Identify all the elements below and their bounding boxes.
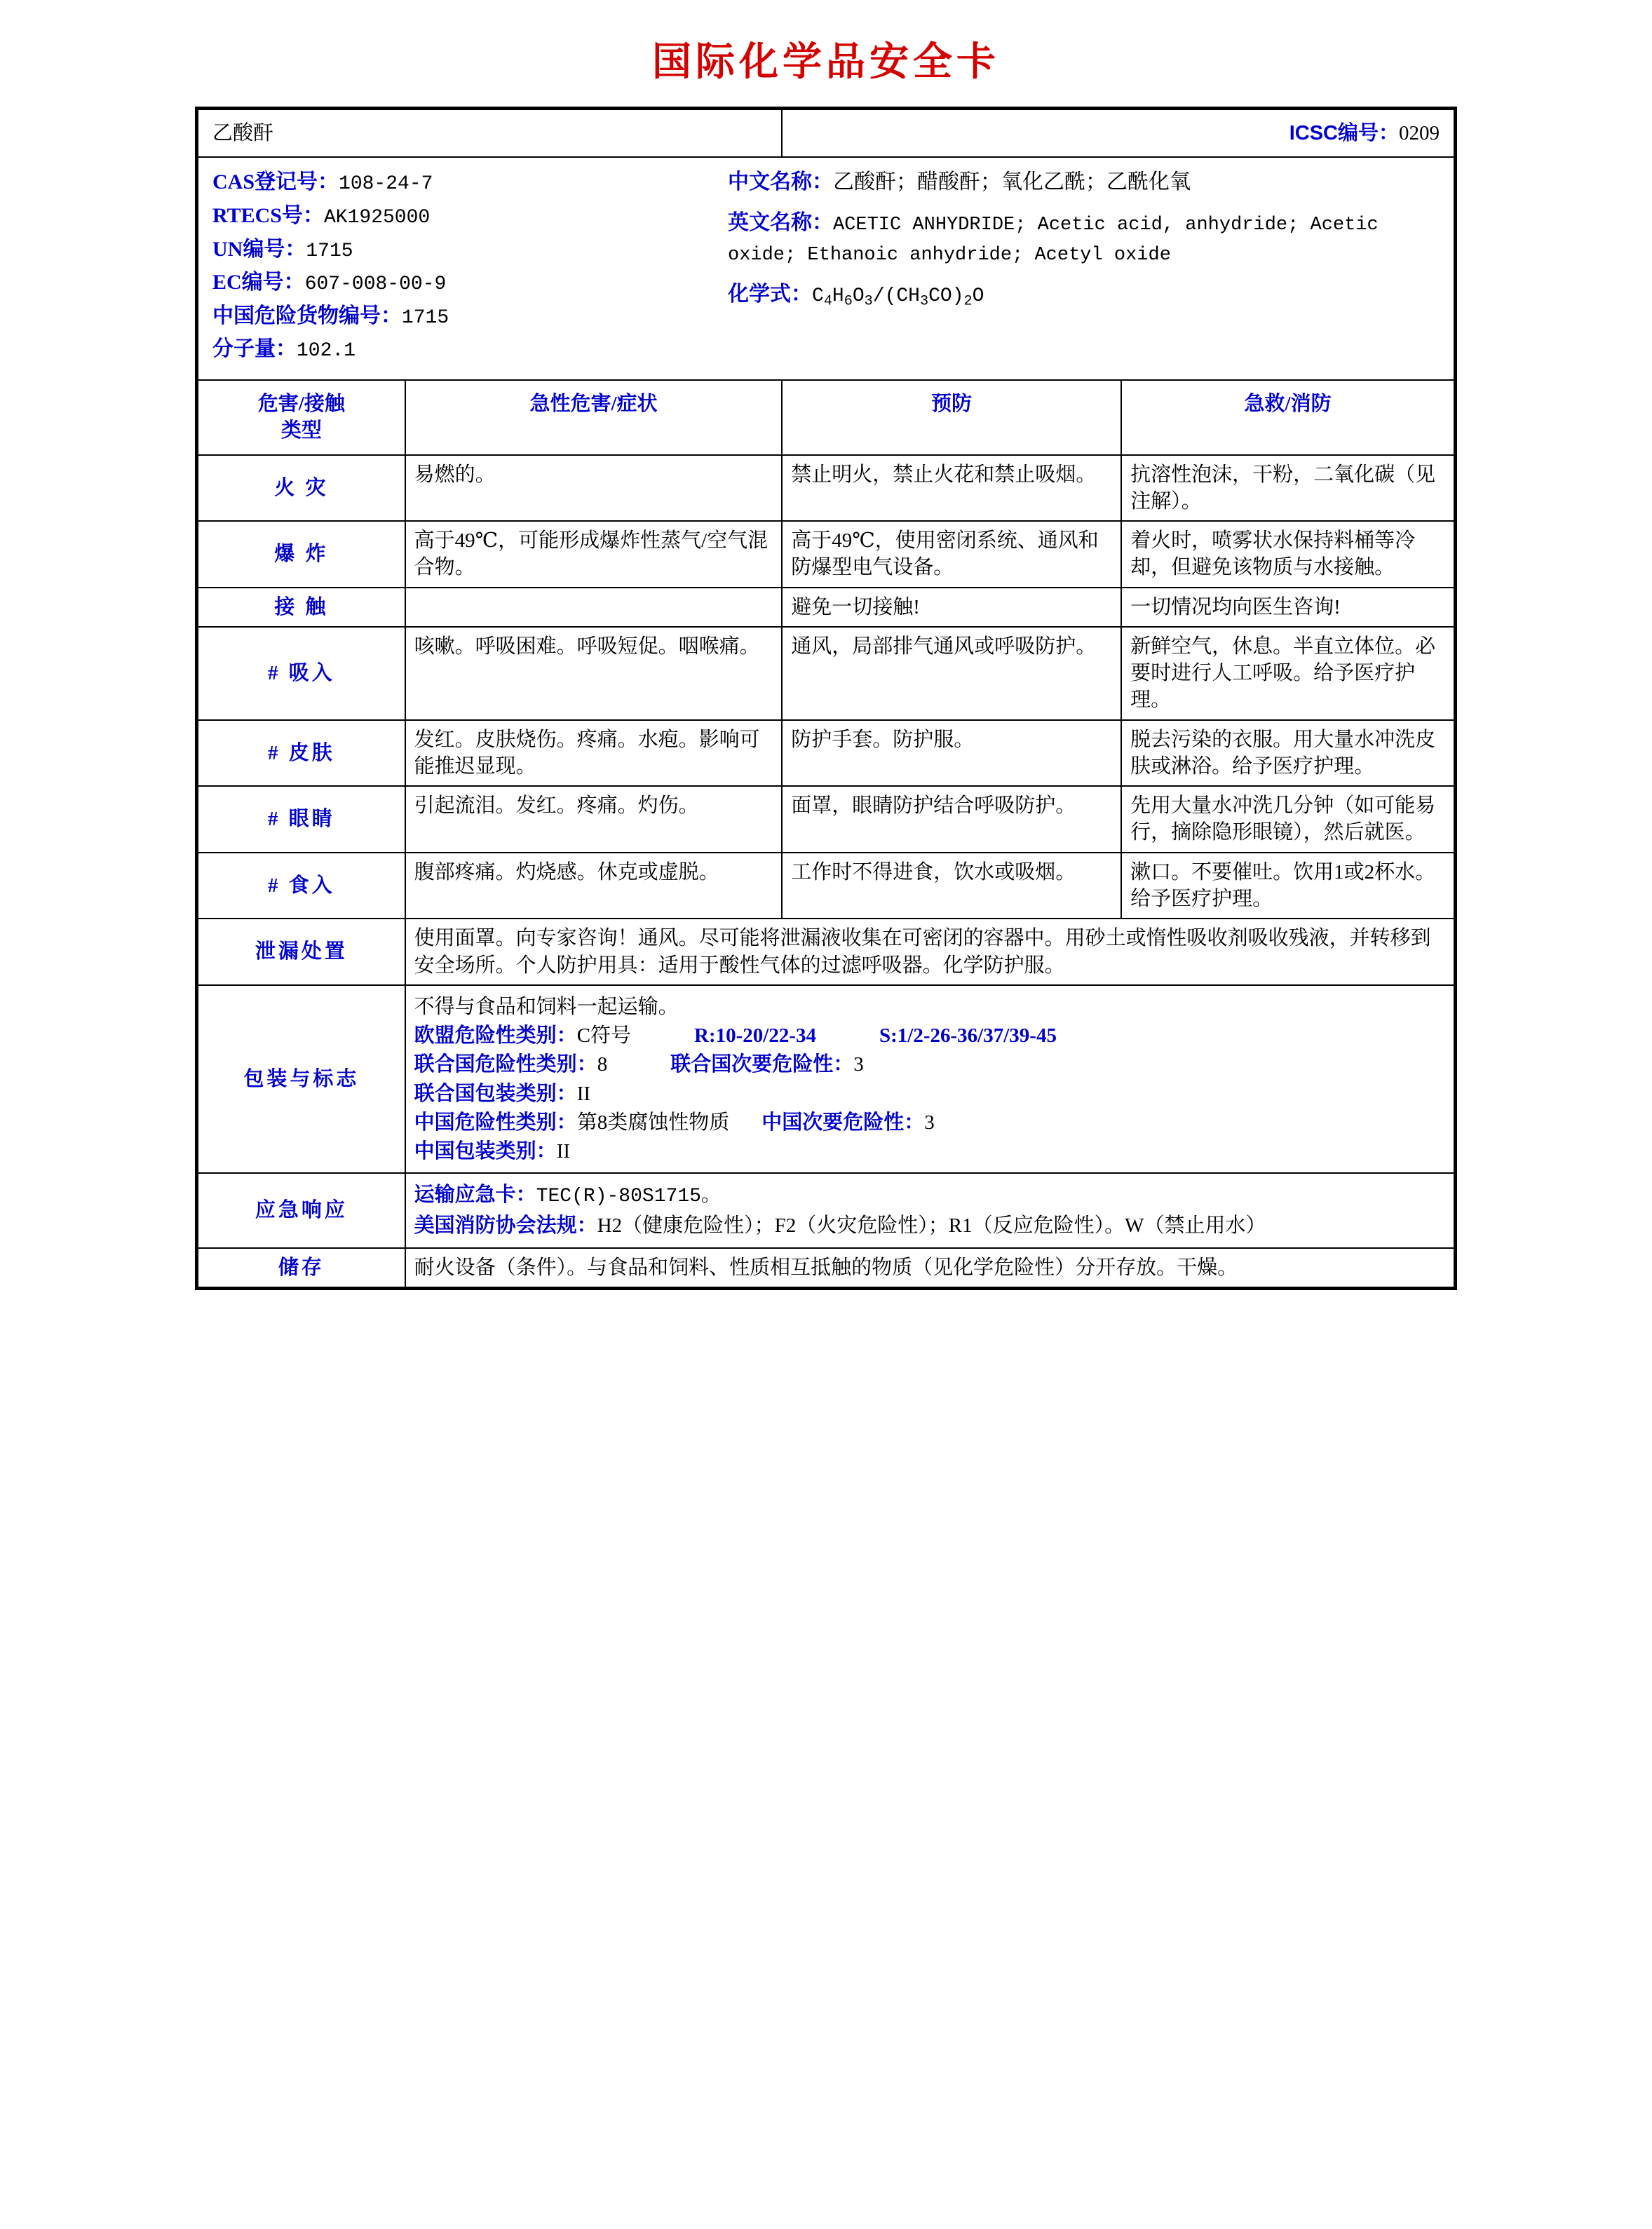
row-eyes-prevention: 面罩，眼睛防护结合呼吸防护。	[782, 786, 1121, 853]
row-exposure-prevention: 避免一切接触!	[782, 588, 1121, 627]
un-class-value: 8	[597, 1053, 608, 1076]
un-packgroup-label: 联合国包装类别：	[414, 1082, 577, 1105]
mw-line	[212, 334, 728, 365]
row-inhalation-firstaid: 新鲜空气，休息。半直立体位。必要时进行人工呼吸。给予医疗护理。	[1121, 627, 1454, 720]
nfpa-label: 美国消防协会法规：	[414, 1214, 597, 1238]
un-label: UN编号：	[212, 237, 306, 261]
packaging-block	[405, 985, 1454, 1174]
identity-left	[212, 165, 728, 368]
row-fire-firstaid: 抗溶性泡沫，干粉，二氧化碳（见注解）。	[1121, 455, 1454, 522]
un-line	[212, 235, 728, 266]
cn-subrisk-label: 中国次要危险性：	[761, 1111, 925, 1134]
row-label-explosion: 爆 炸	[198, 521, 405, 588]
table-row	[198, 786, 1454, 853]
row-eyes-firstaid: 先用大量水冲洗几分钟（如可能易行，摘除隐形眼镜），然后就医。	[1121, 786, 1454, 853]
cn-subrisk-value: 3	[924, 1111, 935, 1134]
packaging-row	[198, 985, 1454, 1174]
row-label-emergency: 应急响应	[198, 1173, 405, 1247]
en-name-label: 英文名称：	[728, 210, 833, 234]
row-label-inhalation: # 吸入	[198, 627, 405, 720]
formula-label: 化学式：	[728, 283, 812, 306]
cn-name-value: 乙酸酐；醋酸酐；氧化乙酰；乙酰化氧	[833, 170, 1191, 194]
col-header-prevention: 预防	[782, 380, 1121, 455]
packaging-note: 不得与食品和饲料一起运输。	[414, 995, 679, 1018]
row-skin-hazard: 发红。皮肤烧伤。疼痛。水疱。影响可能推迟显现。	[405, 720, 783, 787]
rtecs-line	[212, 201, 728, 232]
row-label-eyes: # 眼睛	[198, 786, 405, 853]
un-subrisk-value: 3	[853, 1053, 864, 1076]
spill-text: 使用面罩。向专家咨询！通风。尽可能将泄漏液收集在可密闭的容器中。用砂土或惰性吸收剂吸收残液，并转移到安全场所。个人防护用具：适用于酸性气体的过滤呼吸器。化学防护服。	[405, 919, 1454, 985]
identity-block	[198, 157, 1454, 380]
row-inhalation-hazard: 咳嗽。呼吸困难。呼吸短促。咽喉痛。	[405, 627, 783, 720]
row-explosion-firstaid: 着火时，喷雾状水保持料桶等冷却，但避免该物质与水接触。	[1121, 521, 1454, 588]
packaging-cn-pack-line	[414, 1138, 1445, 1165]
icsc-card	[195, 107, 1457, 1290]
row-label-skin: # 皮肤	[198, 720, 405, 787]
row-inhalation-prevention: 通风，局部排气通风或呼吸防护。	[782, 627, 1121, 720]
storage-text: 耐火设备（条件）。与食品和饲料、性质相互抵触的物质（见化学危险性）分开存放。干燥。	[405, 1248, 1454, 1287]
col-header-hazard: 急性危害/症状	[405, 380, 783, 455]
cn-packgroup-value: II	[556, 1140, 571, 1163]
col-header-type-line1: 危害/接触	[257, 393, 345, 416]
row-exposure-hazard	[405, 588, 783, 627]
col-header-type-line2: 类型	[280, 419, 322, 442]
card-header-row	[198, 109, 1454, 157]
table-row	[198, 627, 1454, 720]
packaging-eu-line	[414, 1022, 1445, 1049]
en-name-line	[728, 208, 1440, 269]
eu-s-phrases: S:1/2-26-36/37/39-45	[879, 1024, 1057, 1048]
emergency-row	[198, 1173, 1454, 1247]
row-fire-hazard: 易燃的。	[405, 455, 783, 522]
en-name-value: ACETIC ANHYDRIDE; Acetic acid, anhydride; Acetic oxide; Ethanoic anhydride; Acetyl oxide	[728, 214, 1379, 266]
tec-label: 运输应急卡：	[414, 1184, 536, 1207]
row-ingestion-firstaid: 漱口。不要催吐。饮用1或2杯水。给予医疗护理。	[1121, 853, 1454, 919]
row-skin-firstaid: 脱去污染的衣服。用大量水冲洗皮肤或淋浴。给予医疗护理。	[1121, 720, 1454, 787]
page-title: 国际化学品安全卡	[652, 39, 1000, 83]
table-row	[198, 588, 1454, 627]
cn-danger-label: 中国危险货物编号：	[212, 304, 402, 327]
col-header-type	[198, 380, 405, 455]
cas-line	[212, 168, 728, 198]
row-exposure-firstaid: 一切情况均向医生咨询!	[1121, 588, 1454, 627]
icsc-number: 0209	[1399, 122, 1440, 144]
column-header-row	[198, 380, 1454, 455]
un-subrisk-label: 联合国次要危险性：	[670, 1053, 854, 1076]
ec-line	[212, 268, 728, 299]
eu-class-value: C符号	[576, 1024, 632, 1048]
cn-danger-line	[212, 302, 728, 332]
nfpa-value: H2（健康危险性）；F2（火灾危险性）；R1（反应危险性）。W（禁止用水）	[597, 1214, 1266, 1238]
row-label-exposure: 接 触	[198, 588, 405, 627]
col-header-firstaid: 急救/消防	[1121, 380, 1454, 455]
row-label-spill: 泄漏处置	[198, 919, 405, 985]
rtecs-label: RTECS号：	[212, 203, 324, 227]
ec-value: 607-008-00-9	[304, 273, 447, 296]
row-explosion-prevention: 高于49℃，使用密闭系统、通风和防爆型电气设备。	[782, 521, 1121, 588]
mw-label: 分子量：	[212, 337, 297, 361]
row-label-ingestion: # 食入	[198, 853, 405, 919]
emergency-block	[405, 1173, 1454, 1247]
packaging-un-pack-line	[414, 1080, 1445, 1107]
un-class-label: 联合国危险性类别：	[414, 1053, 597, 1076]
eu-r-phrases: R:10-20/22-34	[694, 1024, 817, 1048]
tec-line	[414, 1181, 1445, 1210]
cn-name-label: 中文名称：	[728, 170, 833, 194]
formula-value: $C_4H_6O_3/(CH_3CO)_2O$	[812, 285, 984, 310]
table-row	[198, 455, 1454, 522]
storage-row	[198, 1248, 1454, 1287]
eu-class-label: 欧盟危险性类别：	[414, 1024, 577, 1048]
un-value: 1715	[306, 240, 353, 262]
icsc-label: ICSC编号：	[1289, 122, 1399, 144]
spill-row	[198, 919, 1454, 985]
cn-class-value: 第8类腐蚀性物质	[576, 1111, 730, 1134]
mw-value: 102.1	[297, 340, 356, 363]
formula-line	[728, 280, 1440, 311]
cas-label: CAS登记号：	[212, 170, 339, 194]
substance-name: 乙酸酐	[198, 109, 782, 157]
table-row	[198, 853, 1454, 919]
rtecs-value: AK1925000	[323, 206, 431, 229]
cas-value: 108-24-7	[339, 173, 433, 196]
row-skin-prevention: 防护手套。防护服。	[782, 720, 1121, 787]
page	[0, 31, 1652, 1290]
row-label-fire: 火 灾	[198, 455, 405, 522]
table-row	[198, 521, 1454, 588]
cn-class-label: 中国危险性类别：	[414, 1111, 577, 1134]
identity-row	[198, 157, 1454, 380]
tec-value: TEC(R)-80S1715。	[536, 1186, 721, 1208]
row-ingestion-hazard: 腹部疼痛。灼烧感。休克或虚脱。	[405, 853, 783, 919]
nfpa-line	[414, 1212, 1445, 1239]
row-fire-prevention: 禁止明火，禁止火花和禁止吸烟。	[782, 455, 1121, 522]
row-label-packaging: 包装与标志	[198, 985, 405, 1174]
identity-right	[728, 165, 1440, 368]
table-row	[198, 720, 1454, 787]
cn-danger-value: 1715	[402, 306, 449, 329]
un-packgroup-value: II	[576, 1082, 591, 1105]
row-eyes-hazard: 引起流泪。发红。疼痛。灼伤。	[405, 786, 783, 853]
row-label-storage: 储存	[198, 1248, 405, 1287]
row-ingestion-prevention: 工作时不得进食，饮水或吸烟。	[782, 853, 1121, 919]
packaging-un-line	[414, 1051, 1445, 1078]
cn-name-line	[728, 168, 1440, 196]
row-explosion-hazard: 高于49℃，可能形成爆炸性蒸气/空气混合物。	[405, 521, 783, 588]
ec-label: EC编号：	[212, 271, 305, 294]
icsc-table	[197, 109, 1455, 1288]
packaging-cn-line	[414, 1109, 1445, 1136]
cn-packgroup-label: 中国包装类别：	[414, 1140, 557, 1163]
icsc-number-cell	[782, 109, 1454, 157]
